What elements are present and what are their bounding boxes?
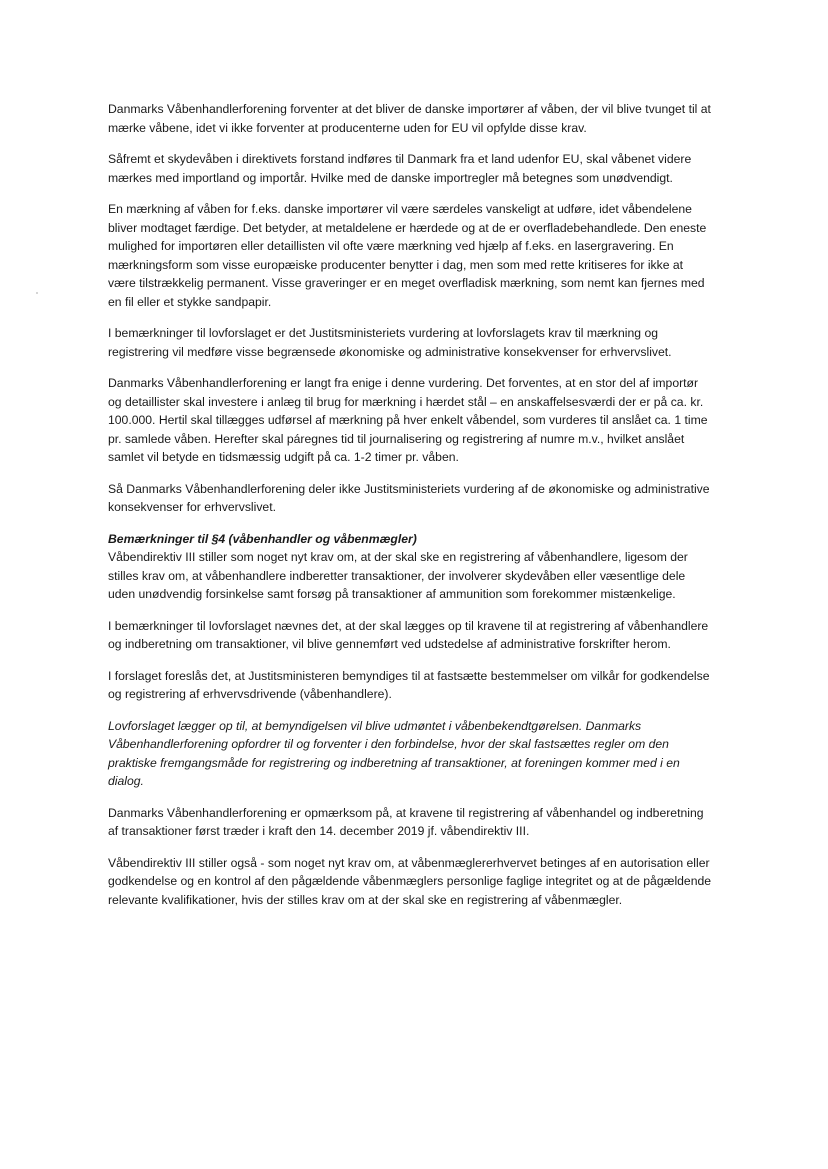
paragraph-marking-difficulty: En mærkning af våben for f.eks. danske importører vil være særdeles vanskeligt at udføre, idet våbendelene bliver modtaget færdige. Det betyder, at metaldelene er hærdede og at de er overfladebehandlede. Den eneste mulighed for importøren eller detaillisten vil ofte være mærkning ved hjælp af f.eks. en lasergravering. En mærkningsform som visse europæiske producenter benytter i dag, men som med rette kritiseres for ikke at være tilstrækkelig permanent. Visse graveringer er en meget overfladisk mærkning, som nemt kan fjernes med en fil eller et stykke sandpapir.: [108, 202, 707, 309]
document-body: [108, 100, 714, 909]
paragraph-dialogue-request: Lovforslaget lægger op til, at bemyndigelsen vil blive udmøntet i våbenbekendtgørelsen. Danmarks Våbenhandlerforening opfordrer til og forventer i den forbindelse, hvor der skal fastsættes regler om den praktiske fremgangsmåde for registrering og indberetning af transaktioner, at foreningen kommer med i en dialog.: [108, 718, 680, 788]
paragraph-ministry-assessment: I bemærkninger til lovforslaget er det Justitsministeriets vurdering at lovforslagets krav til mærkning og registrering vil medføre visse begrænsede økonomiske og administrative konsekvenser for erhvervslivet.: [108, 326, 672, 359]
section-heading: Bemærkninger til §4 (våbenhandler og våbenmægler): [108, 531, 417, 546]
paragraph-conclusion: Så Danmarks Våbenhandlerforening deler ikke Justitsministeriets vurdering af de økonomiske og administrative konsekvenser for erhvervslivet.: [108, 481, 710, 514]
paragraph-dealer-registration: Våbendirektiv III stiller som noget nyt krav om, at der skal ske en registrering af våbenhandlere, ligesom der stilles krav om, at våbenhandlere indberetter transaktioner, der involverer skydevåben eller væsentlige dele uden unødvendig forsinkelse samt forsøg på transaktioner af ammunition som forekommer mistænkelige.: [108, 550, 688, 601]
paragraph-importers-marking: Danmarks Våbenhandlerforening forventer at det bliver de danske importører af våben, der vil blive tvunget til at mærke våbene, idet vi ikke forventer at producenterne uden for EU vil opfylde disse krav.: [108, 102, 711, 135]
scan-speck: [36, 292, 38, 294]
paragraph-minister-authority: I forslaget foreslås det, at Justitsministeren bemyndiges til at fastsætte bestemmelser om vilkår for godkendelse og registrering af erhvervsdrivende (våbenhandlere).: [108, 668, 710, 701]
paragraph-administrative-rules: I bemærkninger til lovforslaget nævnes det, at der skal lægges op til kravene til at registrering af våbenhandlere og indberetning om transaktioner, vil blive gennemført ved udstedelse af administrative forskrifter herom.: [108, 618, 709, 651]
paragraph-cost-disagreement: Danmarks Våbenhandlerforening er langt fra enige i denne vurdering. Det forventes, at en stor del af importør og detaillister skal investere i anlæg til brug for mærkning i hærdet stål – en anskaffelsesværdi der er på ca. kr. 100.000. Hertil skal tillægges udførsel af mærkning på hver enkelt våbendel, som vurderes til anslået ca. 1 time pr. samlede våben. Herefter skal páregnes tid til journalisering og registrering af numre m.v., hvilket anslået samlet vil betyde en tidsmæssig udgift på ca. 1-2 timer pr. våben.: [108, 376, 708, 464]
paragraph-import-outside-eu: Såfremt et skydevåben i direktivets forstand indføres til Danmark fra et land udenfor EU, skal våbenet videre mærkes med importland og importår. Hvilke med de danske importregler må betegnes som unødvendigt.: [108, 152, 692, 185]
paragraph-effective-date: Danmarks Våbenhandlerforening er opmærksom på, at kravene til registrering af våbenhandel og indberetning af transaktioner først træder i kraft den 14. december 2019 jf. våbendirektiv III.: [108, 805, 704, 838]
paragraph-broker-authorisation: Våbendirektiv III stiller også - som noget nyt krav om, at våbenmæglererhvervet betinges af en autorisation eller godkendelse og en kontrol af den pågældende våbenmæglers personlige faglige integritet og at de pågældende relevante kvalifikationer, hvis der stilles krav om at der skal ske en registrering af våbenmægler.: [108, 855, 712, 907]
